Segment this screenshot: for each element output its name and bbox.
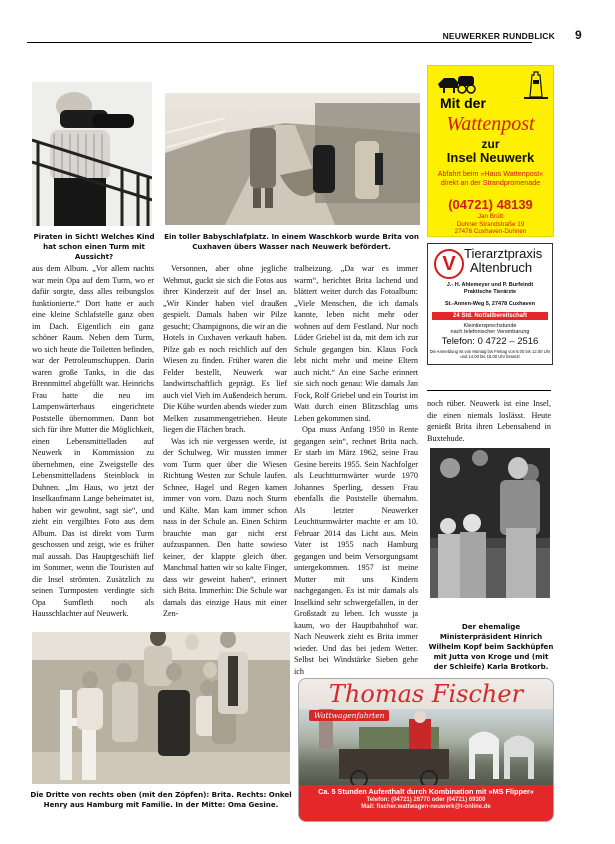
ad-wattenpost-address	[428, 213, 553, 236]
article-column-4	[427, 398, 551, 444]
article-paragraph: Opa muss Anfang 1950 in Rente gegangen sein“, rechnet Brita nach. Er starb im März 1962, seine Frau Gesine bereits 1955. Sein Nachfolger als Leuchtturmwärter wurde 1970 Johannes Sperling, dessen Frau ebenfalls die Poststelle übernahm. Als letzter Neuwerker Leuchtturmwärter machte er am 10. Februar 2014 das Licht aus. Mein Vater ist 1955 nach Hamburg gegangen und beim Versorgungsamt untergekommen. 1957 ist meine Mutter mit uns Kindern nachgegangen. Es ist mir damals als Inselkind sehr schwergefallen, in der Großstadt zu leben. Ich wusste ja kaum, wo der Hauptbahnhof war. Nach Neuwerk zieht es Brita immer wieder. Und das bei jedem Wetter. Selbst bei Windstärke Sieben gehe ich	[294, 425, 418, 676]
article-column-1	[32, 263, 154, 620]
ad-vet-name1: Tierarztpraxis	[464, 246, 543, 261]
ad-vet-hours1: Kleintiersprechstunde	[463, 323, 517, 329]
lighthouse-icon	[523, 70, 549, 100]
ad-vet-doctors: J.- H. Ahlemeyer und P. Burfeindt	[446, 282, 534, 288]
article-paragraph: Versonnen, aber ohne jegliche Wehmut, guckt sie sich die Fotos aus ihrer Kinderzeit auf der Insel an. „Wir Kinder haben viel draußen gespielt. Damals haben wir Pilze gesucht; Champignons, die wir an die Hotels in Cuxhaven verkauft haben. Pilze gab es noch reichlich auf den Wiesen zu finden. Früher waren die Felder bestellt, Neuwerk war landwirtschaftlich geprägt. Es lief auch viel Vieh im Außendeich herum. Die Kühe wurden abends wieder zum Melken zusammengetrieben. Heute liegen die Flächen brach.	[163, 264, 287, 434]
column-divider	[427, 390, 551, 391]
page-header	[0, 0, 615, 45]
article-paragraph: noch rüber. Neuwerk ist eine Insel, die einen niemals loslässt. Heute genießt Brita ihren Lebensabend in Buxtehude.	[427, 399, 551, 443]
ad-vet-name2: Altenbruch	[470, 260, 533, 275]
ad-fischer-offer: Ca. 5 Stunden Aufenthalt durch Kombination mit »MS Flipper«	[318, 787, 534, 796]
ad-wattenpost-city: 27476 Cuxhaven-Duhnen	[454, 228, 527, 235]
ad-vet-phone[interactable]: Telefon: 0 4722 – 2516	[441, 336, 539, 347]
ad-wattenpost-departure: Abfahrt beim »Haus Wattenpost« direkt an der Strandpromenade	[437, 169, 544, 187]
article-column-3	[294, 263, 418, 677]
caption-family: Die Dritte von rechts oben (mit den Zöpfen): Brita. Rechts: Onkel Henry aus Hamburg mit Familie. In der Mitte: Oma Gesine.	[30, 790, 292, 809]
ad-wattenpost-line2: zur	[481, 137, 500, 151]
ad-thomas-fischer[interactable]	[298, 678, 554, 822]
publication-title: NEUWERKER RUNDBLICK	[442, 31, 555, 41]
article-paragraph: tralheizung. „Da war es immer warm“, berichtet Brita lachend und blättert weiter durch das Fotoalbum: „Viele Menschen, die ich damals kannte, leben nicht mehr oder wohnen auf dem Festland. Nur noch Lüder Griebel ist da, mit dem ich zur Schule gegangen bin. Klaus Fock lebt nicht mehr und meine Eltern auch nicht.“ An eine Sache erinnert sie sich noch genau: Wie damals Jan Fock, Rolf Griebel und ein Tourist im Watt durch einen Blitzschlag ums Leben gekommen sind.	[294, 264, 418, 423]
ad-wattenpost-line1: Mit der	[440, 95, 486, 111]
page-number: 9	[575, 28, 582, 42]
vet-logo-icon: V	[434, 249, 464, 279]
ad-wattenpost[interactable]	[427, 65, 554, 237]
ad-vet-practice[interactable]	[427, 243, 553, 365]
ad-wattenpost-street: Duhner Strandstraße 19	[456, 220, 525, 228]
caption-basket: Ein toller Babyschlafplatz. In einem Waschkorb wurde Brita von Cuxhaven übers Wasser nach Neuwerk befördert.	[164, 232, 419, 251]
ad-wattenpost-line3: Insel Neuwerk	[446, 150, 535, 165]
ad-vet-emergency: 24 Std. Notfallbereitschaft	[432, 312, 548, 320]
ad-vet-hours2: nach telefonischer Vereinbarung	[450, 329, 530, 335]
article-paragraph: Was ich nie vergessen werde, ist der Schulweg. Wir mussten immer vom Turm quer über die Wiesen Richtung Westen zur Schule laufen. Schnee, Hagel und Regen kamen immer von vorn. Dazu noch Sturm und Kälte. Man kam immer schon nass in der Schule an. Einen Schirm brauchte man gar nicht erst aufzuspannen. Den hatte sowieso keiner, der klappte gleich über. Manchmal hatten wir so kalte Finger, dass wir geweint haben“, erinnert sich Brita. Immerhin: Die Schule war damals das einzige Haus mit einer Zen-	[163, 436, 287, 618]
ad-fischer-mail[interactable]: Mail: fischer.wattwagen-neuwerk@t-online.de	[361, 804, 491, 810]
caption-sackrace: Der ehemalige Ministerpräsident Hinrich Wilhelm Kopf beim Sackhüpfen mit Jutta von Kroge und (mit der Schleife) Karla Brotkorb.	[428, 622, 554, 671]
ad-fischer-subtitle: Wattwagenfahrten	[309, 710, 389, 721]
ad-fischer-brand: Thomas Fischer	[299, 679, 553, 709]
caption-binoculars: Piraten in Sicht! Welches Kind hat schon einen Turm mit Aussicht?	[33, 232, 155, 261]
ad-fischer-info-bar	[299, 785, 553, 821]
article-column-2	[163, 263, 287, 620]
ad-vet-note: Die Anmeldung ist von Montag bis Freitag von 8.00 bis 12.00 Uhr und 14.00 bis 18.00 Uhr besetzt	[429, 349, 551, 359]
header-divider	[27, 42, 532, 43]
ad-wattenpost-owner: Jan Brütt	[477, 213, 504, 220]
horse-carriage-icon	[436, 72, 476, 94]
photo-basket	[165, 93, 420, 225]
ad-vet-title: Praktische Tierärzte	[463, 289, 517, 295]
ad-fischer-phone[interactable]: Telefon: (04721) 28770 oder (04721) 69300	[366, 797, 486, 803]
photo-binoculars	[32, 82, 152, 226]
article-paragraph: aus dem Album. „Vor allem nachts war mein Opa auf dem Turm, wo er dafür sorgte, dass alles reibungslos funktionierte.“ Dort hatte er auch eine kleine Schlafstelle ganz oben im Dach. Eigentlich ein ganz schöner Raum. Neben dem Turm, wo sich heute die Toiletten befinden, war der Petroleumschuppen. Darin waren große Tanks, in die das Brennmittel abgefüllt war. Heinrichs Frau hatte die neu im Lampenwärterhaus eingerichtete Poststelle übernommen. Dann bot sich für ihre Mutter die Möglichkeit, einen Lebensmittelladen auf Neuwerk in Kommission zu übernehmen, eine Zweigstelle des Lebensmittelladens Steinblock in Duhnen. „Im Haus, wo jetzt der Inselkaufmann Lange beheimatet ist, haben wir gewohnt, sagt sie“, und zieht ein vergilbtes Foto aus dem Album. Das ist direkt vom Turm geschossen und zeigt, wie es früher mal aussah. Das Hauptgeschäft lief im Sommer, wenn die Touristen auf die Insel strömten. Zusätzlich zu seinen Turmposten verdingte sich Opa Sumfleth noch als Hausschlachter auf Neuwerk.	[32, 264, 154, 618]
photo-sackrace	[430, 448, 550, 598]
ad-wattenpost-phone[interactable]: (04721) 48139	[448, 197, 533, 212]
ad-vet-address: St.-Annen-Weg 5, 27478 Cuxhaven	[444, 301, 536, 307]
photo-family	[32, 632, 290, 784]
ad-wattenpost-brand: Wattenpost	[446, 113, 535, 135]
